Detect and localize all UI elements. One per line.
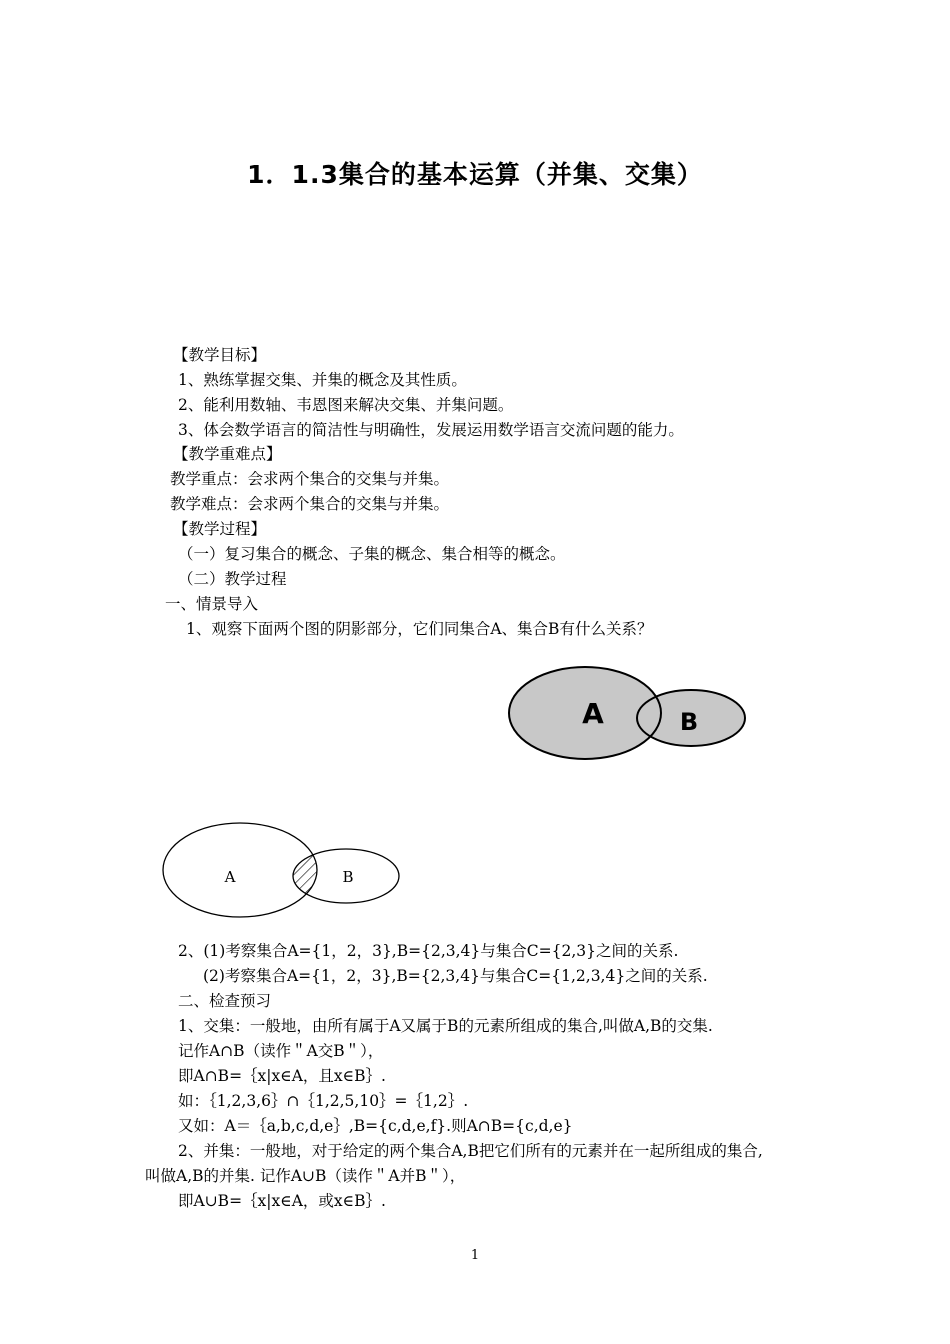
page-title: 1．1.3集合的基本运算（并集、交集） (247, 160, 703, 189)
example-text: 又如：A＝｛a,b,c,d,e｝,B={c,d,e,f}.则A∩B={c,d,e} (178, 1117, 573, 1135)
section-heading-process: 【教学过程】 (173, 520, 267, 538)
definition-text: 1、交集：一般地，由所有属于A又属于B的元素所组成的集合,叫做A,B的交集. (178, 1017, 713, 1035)
objective-item: 3、体会数学语言的简洁性与明确性，发展运用数学语言交流问题的能力。 (178, 421, 684, 439)
subsection-heading: 二、检查预习 (178, 992, 272, 1010)
section-heading-key-points: 【教学重难点】 (173, 445, 282, 463)
difficult-point: 教学难点：会求两个集合的交集与并集。 (170, 495, 450, 513)
formula-text: 即A∩B=｛x|x∈A，且x∈B｝. (178, 1067, 386, 1085)
set-b-label: B (679, 708, 699, 736)
notation-text: 记作A∩B（读作＂A交B＂）， (178, 1042, 384, 1060)
key-point: 教学重点：会求两个集合的交集与并集。 (170, 470, 450, 488)
set-a-label: A (582, 697, 604, 730)
objective-item: 2、能利用数轴、韦恩图来解决交集、并集问题。 (178, 396, 514, 414)
example-text: 如：｛1,2,3,6｝∩｛1,2,5,10｝=｛1,2｝. (178, 1092, 469, 1110)
section-heading-objectives: 【教学目标】 (173, 346, 267, 364)
objective-item: 1、熟练掌握交集、并集的概念及其性质。 (178, 371, 467, 389)
definition-text: 2、并集：一般地，对于给定的两个集合A,B把它们所有的元素并在一起所组成的集合, (178, 1142, 763, 1160)
formula-text: 即A∪B=｛x|x∈A，或x∈B｝. (178, 1192, 386, 1210)
definition-text: 叫做A,B的并集. 记作A∪B（读作＂A并B＂）， (145, 1167, 466, 1185)
process-step: （一）复习集合的概念、子集的概念、集合相等的概念。 (178, 545, 566, 563)
venn-intersection-diagram (160, 820, 405, 920)
subsection-heading: 一、情景导入 (165, 595, 259, 613)
question-text: 1、观察下面两个图的阴影部分，它们同集合A、集合B有什么关系？ (186, 620, 653, 638)
venn-union-diagram (505, 665, 750, 767)
question-text: 2、(1)考察集合A={1，2，3},B={2,3,4}与集合C={2,3}之间的关系. (178, 942, 679, 960)
set-a-label: A (224, 868, 236, 886)
page-number: 1 (470, 1248, 480, 1263)
question-text: (2)考察集合A={1，2，3},B={2,3,4}与集合C={1,2,3,4}之间的关系. (203, 967, 708, 985)
set-b-label: B (342, 868, 354, 886)
process-step: （二）教学过程 (178, 570, 287, 588)
